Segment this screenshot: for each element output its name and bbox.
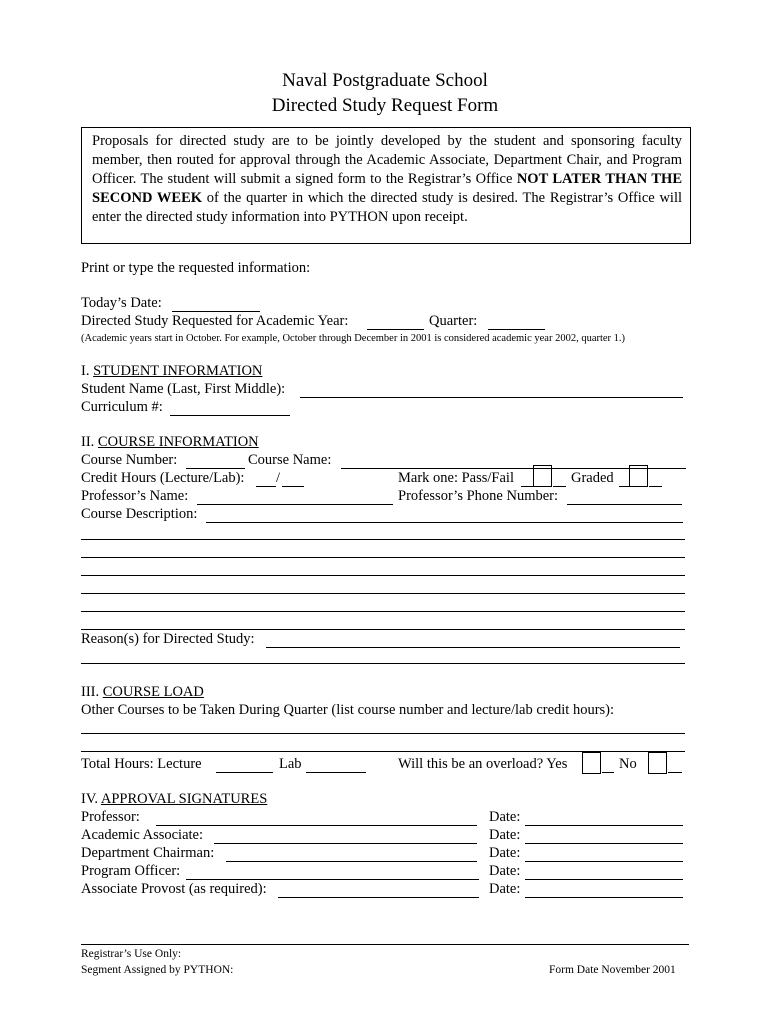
quarter-label: Quarter: — [429, 313, 478, 329]
professor-name-label: Professor’s Name: — [81, 488, 189, 504]
course-name-label: Course Name: — [248, 452, 332, 468]
lab-hours-field[interactable] — [282, 486, 304, 487]
registrar-use-label: Registrar’s Use Only: — [81, 948, 182, 960]
student-name-field[interactable] — [300, 397, 683, 398]
course-description-line[interactable] — [81, 611, 685, 612]
credit-slash: / — [276, 470, 281, 486]
overload-yes-checkbox[interactable] — [582, 752, 601, 774]
student-name-label: Student Name (Last, First Middle): — [81, 381, 286, 397]
associate-provost-label: Associate Provost (as required): — [81, 881, 267, 897]
department-chairman-signature-field[interactable] — [226, 861, 477, 862]
academic-year-label: Directed Study Requested for Academic Year: — [81, 313, 349, 329]
program-officer-label: Program Officer: — [81, 863, 181, 879]
deadline-emphasis: NOT LATER THAN THE SECOND WEEK — [92, 171, 682, 206]
professor-name-field[interactable] — [197, 504, 393, 505]
course-description-line[interactable] — [81, 557, 685, 558]
associate-provost-date-label: Date: — [489, 881, 521, 897]
overload-no-checkbox[interactable] — [648, 752, 667, 774]
department-chairman-date-label: Date: — [489, 845, 521, 861]
program-officer-date-label: Date: — [489, 863, 521, 879]
reasons-field[interactable] — [266, 647, 680, 648]
professor-phone-label: Professor’s Phone Number: — [398, 488, 559, 504]
overload-yes-underline — [602, 772, 614, 773]
professor-date-field[interactable] — [525, 825, 683, 826]
academic-associate-label: Academic Associate: — [81, 827, 203, 843]
graded-underline — [619, 486, 629, 487]
associate-provost-signature-field[interactable] — [278, 897, 479, 898]
todays-date-label: Today’s Date: — [81, 295, 162, 311]
graded-checkbox[interactable] — [629, 465, 648, 487]
curriculum-label: Curriculum #: — [81, 399, 163, 415]
course-description-line[interactable] — [81, 629, 685, 630]
overload-no-underline — [668, 772, 682, 773]
professor-phone-field[interactable] — [567, 504, 682, 505]
mark-one-label: Mark one: Pass/Fail — [398, 470, 514, 486]
course-description-label: Course Description: — [81, 506, 198, 522]
no-label: No — [619, 756, 637, 772]
other-courses-line[interactable] — [81, 733, 685, 734]
total-lab-hours-field[interactable] — [306, 772, 366, 773]
overload-label: Will this be an overload? Yes — [398, 756, 568, 772]
segment-assigned-label: Segment Assigned by PYTHON: — [81, 964, 234, 976]
professor-date-label: Date: — [489, 809, 521, 825]
associate-provost-date-field[interactable] — [525, 897, 683, 898]
passfail-underline-right — [553, 486, 566, 487]
course-number-field[interactable] — [186, 468, 245, 469]
academic-year-note: (Academic years start in October. For example, October through December in 2001 is considered academic year 2002, quarter 1.) — [81, 333, 626, 344]
reasons-label: Reason(s) for Directed Study: — [81, 631, 255, 647]
section-3-heading: III. COURSE LOAD — [81, 684, 204, 700]
course-description-line[interactable] — [81, 575, 685, 576]
school-name: Naval Postgraduate School — [282, 70, 488, 91]
course-description-field[interactable] — [206, 522, 683, 523]
section-1-heading: I. STUDENT INFORMATION — [81, 363, 263, 379]
credit-hours-label: Credit Hours (Lecture/Lab): — [81, 470, 245, 486]
academic-associate-signature-field[interactable] — [214, 843, 477, 844]
professor-signature-field[interactable] — [156, 825, 477, 826]
quarter-field[interactable] — [488, 329, 545, 330]
passfail-underline — [521, 486, 533, 487]
academic-year-field[interactable] — [367, 329, 424, 330]
academic-associate-date-label: Date: — [489, 827, 521, 843]
lecture-hours-field[interactable] — [256, 486, 276, 487]
department-chairman-date-field[interactable] — [525, 861, 683, 862]
total-hours-label: Total Hours: Lecture — [81, 756, 202, 772]
graded-label: Graded — [571, 470, 614, 486]
curriculum-field[interactable] — [170, 415, 290, 416]
academic-associate-date-field[interactable] — [525, 843, 683, 844]
department-chairman-label: Department Chairman: — [81, 845, 215, 861]
course-description-line[interactable] — [81, 593, 685, 594]
form-date-label: Form Date November 2001 — [549, 964, 676, 976]
graded-underline-right — [649, 486, 662, 487]
program-officer-date-field[interactable] — [525, 879, 683, 880]
professor-signature-label: Professor: — [81, 809, 140, 825]
total-lecture-hours-field[interactable] — [216, 772, 273, 773]
todays-date-field[interactable] — [172, 311, 260, 312]
intro-paragraph: Proposals for directed study are to be jointly developed by the student and sponsoring faculty member, then routed for approval through the Academic Associate, Department Chair, and Program Officer. The student will submit a signed form to the Registrar’s Office NOT LATER THAN THE SECOND WEEK of the quarter in which the directed study is desired. The Registrar’s Office will enter the directed study information into PYTHON upon receipt. — [92, 133, 683, 225]
instructions: Print or type the requested information: — [81, 260, 311, 276]
program-officer-signature-field[interactable] — [186, 879, 479, 880]
lab-label: Lab — [279, 756, 302, 772]
section-2-heading: II. COURSE INFORMATION — [81, 434, 259, 450]
pass-fail-checkbox[interactable] — [533, 465, 552, 487]
section-4-heading: IV. APPROVAL SIGNATURES — [81, 791, 268, 807]
other-courses-label: Other Courses to be Taken During Quarter (list course number and lecture/lab credit hours): — [81, 702, 615, 718]
course-description-line[interactable] — [81, 539, 685, 540]
course-number-label: Course Number: — [81, 452, 178, 468]
form-title: Directed Study Request Form — [271, 95, 499, 116]
footer-rule — [81, 944, 689, 945]
reasons-line[interactable] — [81, 663, 685, 664]
